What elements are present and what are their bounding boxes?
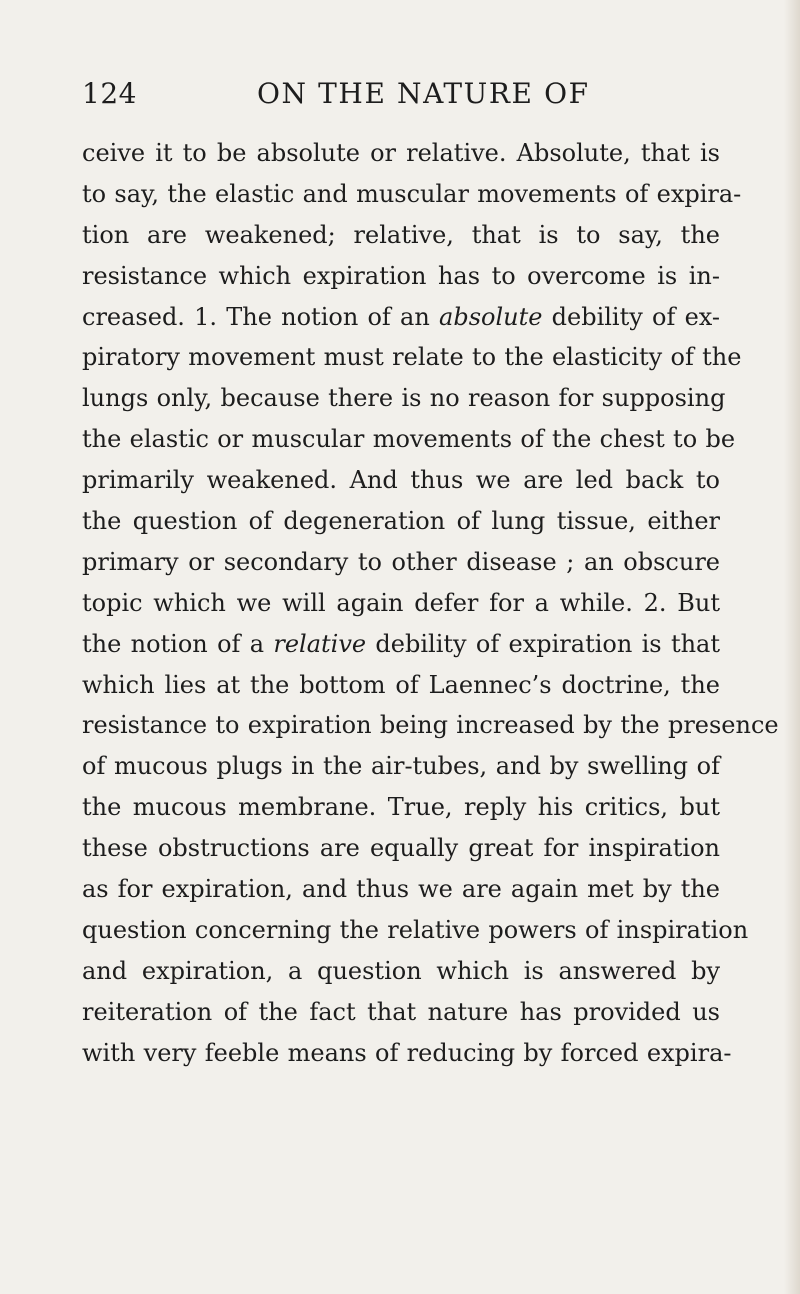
text-line: the mucous membrane. True, reply his critics, but <box>82 793 720 822</box>
text-line: question concerning the relative powers of inspiration <box>82 915 749 944</box>
text-segment: debility of ex- <box>542 302 720 331</box>
text-line: lungs only, because there is no reason for supposing <box>82 384 726 413</box>
text-line: and expiration, a question which is answered by <box>82 956 720 985</box>
text-line <box>82 297 720 338</box>
text-segment: debility of expiration is that <box>366 629 720 658</box>
page-header <box>82 74 720 124</box>
text-segment: the notion of a <box>82 629 274 658</box>
text-line: reiteration of the fact that nature has provided us <box>82 997 720 1026</box>
text-line: resistance which expiration has to overcome is in- <box>82 261 720 290</box>
text-line: the elastic or muscular movements of the chest to be <box>82 425 736 454</box>
italic-term: absolute <box>439 302 543 331</box>
text-line: the question of degeneration of lung tissue, either <box>82 507 720 536</box>
text-line: of mucous plugs in the air-tubes, and by swelling of <box>82 752 720 781</box>
text-line: these obstructions are equally great for inspiration <box>82 834 720 863</box>
text-line: resistance to expiration being increased by the presence <box>82 711 779 740</box>
page-edge-shadow <box>784 0 800 1294</box>
italic-term: relative <box>273 629 367 658</box>
text-segment: creased. 1. The notion of an <box>82 302 440 331</box>
body-text <box>82 133 779 1073</box>
page-number: 124 <box>82 77 137 110</box>
text-line <box>82 624 720 665</box>
text-line: ceive it to be absolute or relative. Absolute, that is <box>82 139 720 167</box>
text-line: to say, the elastic and muscular movements of expira- <box>82 179 742 208</box>
text-line: with very feeble means of reducing by forced expira- <box>82 1038 732 1067</box>
text-line: as for expiration, and thus we are again met by the <box>82 875 720 904</box>
running-head: ON THE NATURE OF <box>257 77 590 110</box>
text-line: primary or secondary to other disease ; an obscure <box>82 547 720 576</box>
text-line: topic which we will again defer for a while. 2. But <box>82 588 720 617</box>
text-line: which lies at the bottom of Laennec’s doctrine, the <box>82 670 720 699</box>
text-line: tion are weakened; relative, that is to say, the <box>82 220 720 249</box>
text-line: primarily weakened. And thus we are led back to <box>82 466 720 495</box>
text-line: piratory movement must relate to the elasticity of the <box>82 343 742 372</box>
